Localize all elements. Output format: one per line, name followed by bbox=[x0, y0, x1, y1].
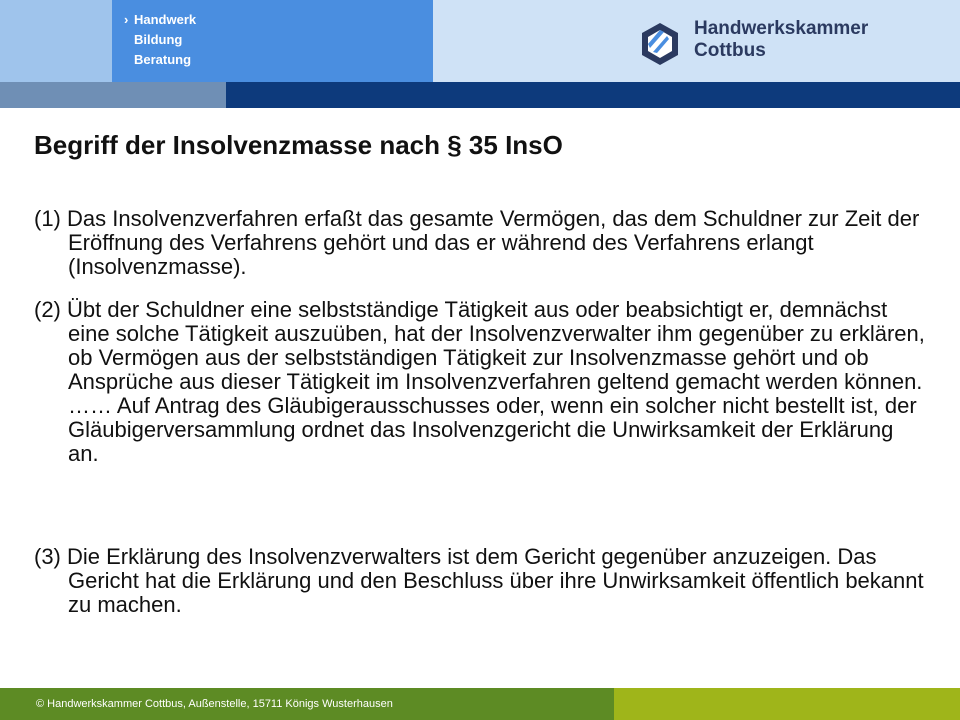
logo-text bbox=[694, 18, 868, 62]
paragraph-3: (3) Die Erklärung des Insolvenzverwalters ist dem Gericht gegenüber anzuzeigen. Das Gericht hat die Erklärung und den Beschluss über ihre Unwirksamkeit öffentlich bekannt zu machen. bbox=[34, 544, 924, 617]
slide-title: Begriff der Insolvenzmasse nach § 35 InsO bbox=[34, 130, 563, 160]
paragraph-2: (2) Übt der Schuldner eine selbstständige Tätigkeit aus oder beabsichtigt er, demnächst eine solche Tätigkeit auszuüben, hat der Insolvenzverwalter ihm gegenüber zu erklären, ob Vermögen aus der selbstständigen Tätigkeit zur Insolvenzmasse gehört und ob Ansprüche aus dieser Tätigkeit im Insolvenzverfahren geltend gemacht werden können. …… Auf Antrag des Gläubigerausschusses oder, wenn ein solcher nicht bestellt ist, der Gläubigerversammlung ordnet das Insolvenzgericht die Unwirksamkeit der Erklärung an. bbox=[34, 297, 925, 466]
nav-item-beratung[interactable] bbox=[124, 50, 196, 70]
header-left-block bbox=[0, 0, 112, 82]
nav-item-label: Bildung bbox=[134, 32, 183, 47]
logo-line-2: Cottbus bbox=[694, 40, 766, 61]
header-bar-light bbox=[0, 82, 226, 108]
header-bar-dark bbox=[226, 82, 960, 108]
footer-copyright: © Handwerkskammer Cottbus, Außenstelle, 15711 Königs Wusterhausen bbox=[36, 698, 393, 710]
logo-line-1: Handwerkskammer bbox=[694, 18, 869, 39]
nav-item-label: Beratung bbox=[134, 52, 192, 67]
footer-lime-band bbox=[614, 688, 960, 720]
nav-item-label: Handwerk bbox=[134, 12, 197, 27]
paragraph-1: (1) Das Insolvenzverfahren erfaßt das gesamte Vermögen, das dem Schuldner zur Zeit der Eröffnung des Verfahrens gehört und das er während des Verfahrens erlangt (Insolvenzmasse). bbox=[34, 206, 920, 279]
hwk-logo-icon bbox=[638, 22, 682, 66]
footer bbox=[0, 688, 960, 720]
nav-item-bildung[interactable] bbox=[124, 30, 196, 50]
nav-item-handwerk[interactable] bbox=[124, 10, 196, 30]
header-nav bbox=[124, 10, 196, 70]
chevron-right-icon: › bbox=[124, 12, 129, 27]
hwk-logo[interactable] bbox=[638, 18, 908, 68]
